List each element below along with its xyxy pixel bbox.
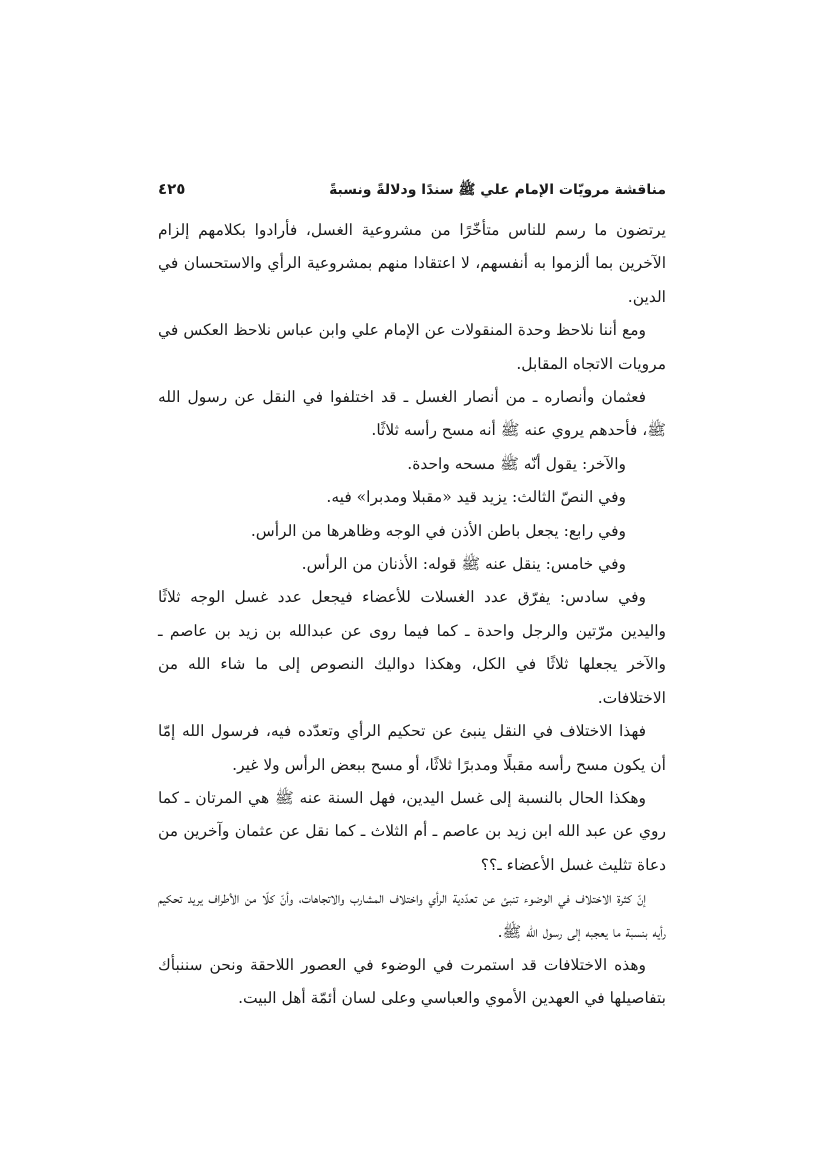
- paragraph: يرتضون ما رسم للناس متأخّرًا من مشروعية الغسل، فأرادوا بكلامهم إلزام الآخرين بما ألزموا به أنفسهم، لا اعتقادا منهم بمشروعية الرأي والاستحسان في الدين.: [158, 221, 666, 306]
- paragraph: وهكذا الحال بالنسبة إلى غسل اليدين، فهل السنة عنه ﷺ هي المرتان ـ كما روي عن عبد الله ابن زيد بن عاصم ـ أم الثلاث ـ كما نقل عن عثمان وآخرين من دعاة تثليث غسل الأعضاء ـ؟؟: [158, 788, 666, 874]
- paragraph: وفي النصّ الثالث: يزيد قيد «مقبلا ومدبرا» فيه.: [326, 488, 626, 507]
- body-text: [158, 214, 666, 1016]
- paragraph: فعثمان وأنصاره ـ من أنصار الغسل ـ قد اختلفوا في النقل عن رسول الله ﷺ، فأحدهم يروي عنه ﷺ أنه مسح رأسه ثلاثًا.: [158, 388, 666, 440]
- paragraph: وفي خامس: ينقل عنه ﷺ قوله: الأذنان من الرأس.: [301, 555, 626, 574]
- page-header: [158, 180, 666, 208]
- running-title: مناقشة مرويّات الإمام علي ﷺ سندًا ودلالةً ونسبةً: [329, 182, 666, 198]
- paragraph: فهذا الاختلاف في النقل ينبئ عن تحكيم الرأي وتعدّده فيه، فرسول الله إمّا أن يكون مسح رأسه مقبلًا ومدبرًا ثلاثًا، أو مسح ببعض الرأس ولا غير.: [158, 722, 666, 774]
- paragraph: إنّ كثرة الاختلاف في الوضوء تنبئ عن تعدّدية الرأي واختلاف المشارب والاتجاهات، وأنّ كلّا من الأطراف يريد تحكيم رأيه بنسبة ما يعجبه إلى رسول الله ﷺ.: [158, 889, 666, 941]
- paragraph: وفي رابع: يجعل باطن الأذن في الوجه وظاهرها من الرأس.: [250, 521, 626, 540]
- paragraph: والآخر: يقول أنّه ﷺ مسحه واحدة.: [407, 454, 626, 473]
- paragraph: وفي سادس: يفرّق عدد الغسلات للأعضاء فيجعل عدد غسل الوجه ثلاثًا واليدين مرّتين والرجل واحدة ـ كما فيما روى عن عبدالله بن زيد بن عاصم ـ والآخر يجعلها ثلاثًا في الكل، وهكذا دواليك النصوص إلى ما شاء الله من الاختلافات.: [158, 588, 666, 707]
- book-page: [158, 180, 666, 1016]
- page-number: ٤٢٥: [158, 180, 186, 198]
- paragraph: وهذه الاختلافات قد استمرت في الوضوء في العصور اللاحقة ونحن سننبأك بتفاصيلها في العهدين الأموي والعباسي وعلى لسان أئمّة أهل البيت.: [158, 955, 666, 1008]
- paragraph: ومع أننا نلاحظ وحدة المنقولات عن الإمام علي وابن عباس نلاحظ العكس في مرويات الاتجاه المقابل.: [158, 321, 666, 373]
